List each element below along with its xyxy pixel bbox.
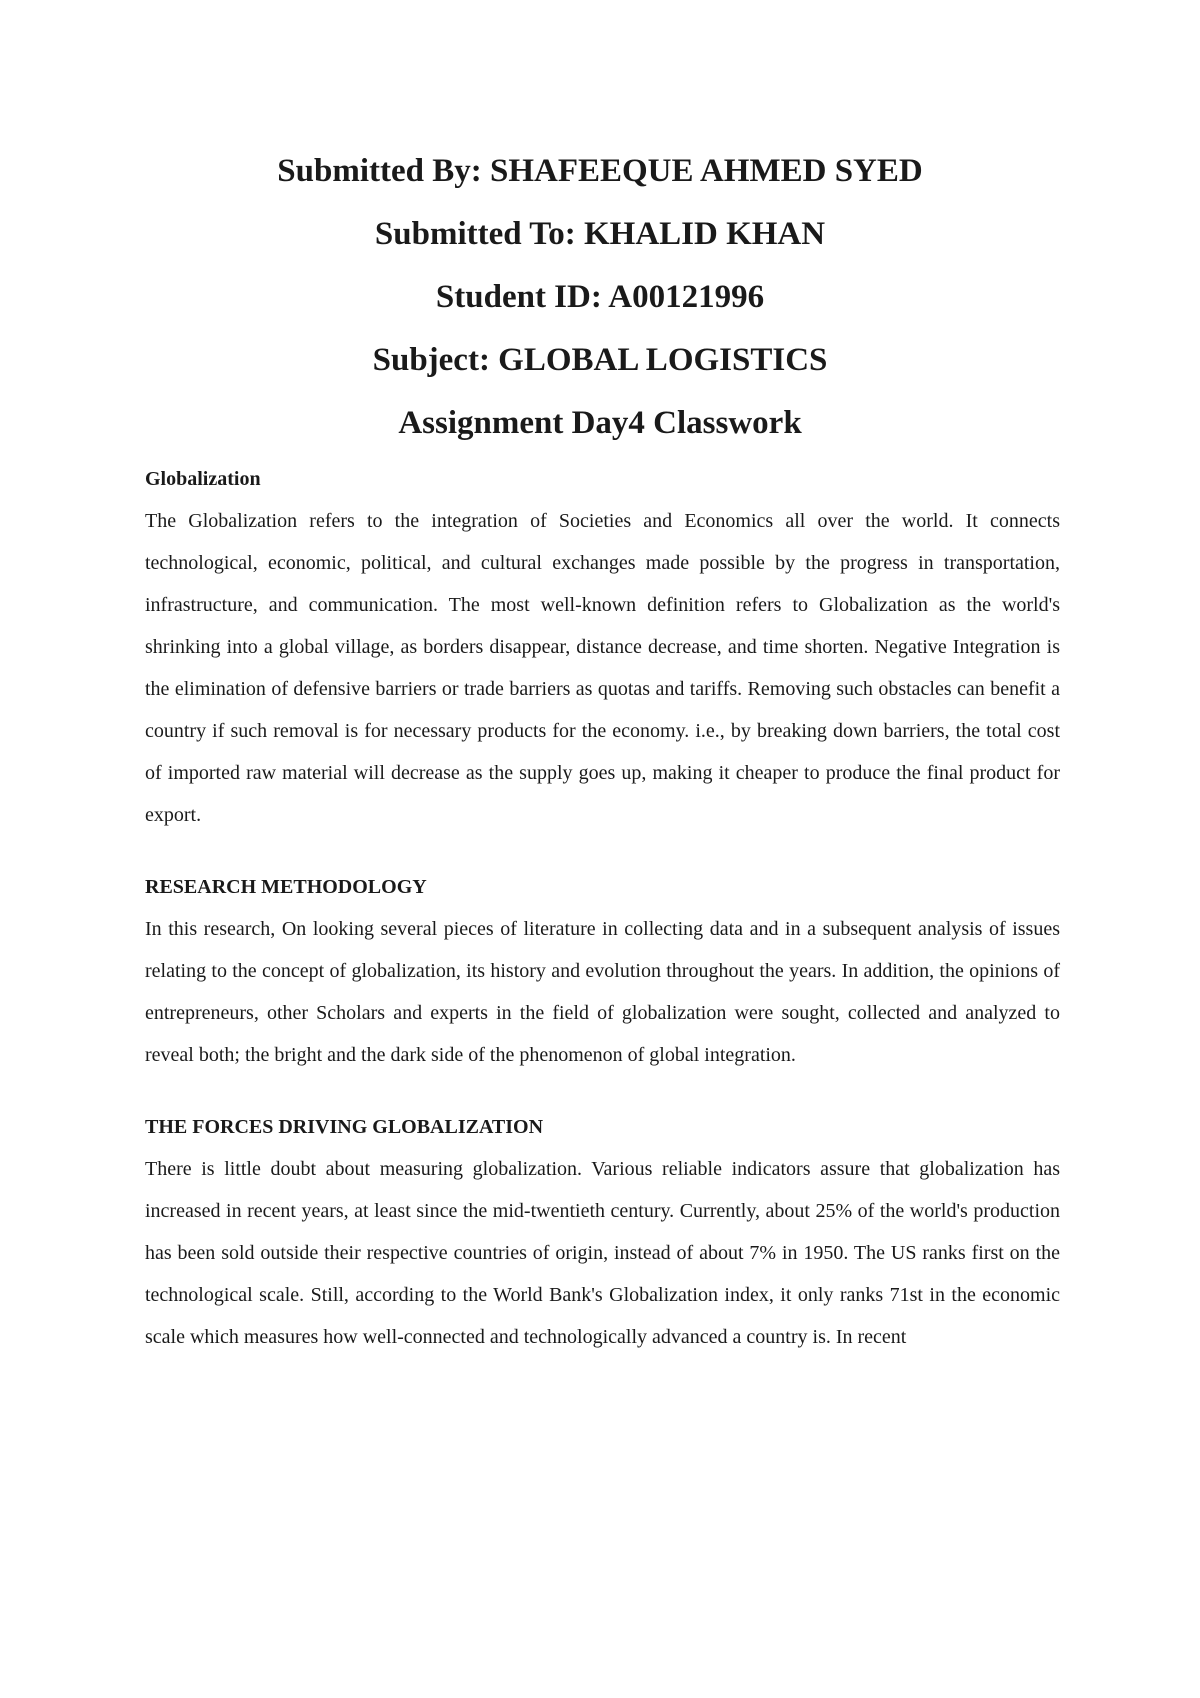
section-paragraph: There is little doubt about measuring globalization. Various reliable indicators assure that globalization has increased in recent years, at least since the mid-twentieth century. Currently, about 25% of the world's production has been sold outside their respective countries of origin, instead of about 7% in 1950. The US ranks first on the technological scale. Still, according to the World Bank's Globalization index, it only ranks 71st in the economic scale which measures how well-connected and technologically advanced a country is. In recent <box>145 1158 1060 1348</box>
section-globalization <box>145 458 1060 836</box>
student-id: Student ID: A00121996 <box>435 279 765 315</box>
assignment-title: Assignment Day4 Classwork <box>398 405 802 441</box>
section-paragraph: The Globalization refers to the integration of Societies and Economics all over the world. It connects technological, economic, political, and cultural exchanges made possible by the progress in transportation, infrastructure, and communication. The most well-known definition refers to Globalization as the world's shrinking into a global village, as borders disappear, distance decrease, and time shorten. Negative Integration is the elimination of defensive barriers or trade barriers as quotas and tariffs. Removing such obstacles can benefit a country if such removal is for necessary products for the economy. i.e., by breaking down barriers, the total cost of imported raw material will decrease as the supply goes up, making it cheaper to produce the final product for export. <box>145 510 1060 826</box>
section-heading: Globalization <box>145 468 261 490</box>
subject: Subject: GLOBAL LOGISTICS <box>372 342 828 378</box>
title-block <box>0 140 1200 455</box>
section-heading: RESEARCH METHODOLOGY <box>145 876 427 898</box>
section-forces-driving-globalization <box>145 1106 1060 1358</box>
section-research-methodology <box>145 866 1060 1076</box>
document-body <box>145 458 1060 1358</box>
submitted-by: Submitted By: SHAFEEQUE AHMED SYED <box>277 153 923 189</box>
section-spacer <box>145 1076 1060 1106</box>
submitted-to: Submitted To: KHALID KHAN <box>374 216 826 252</box>
section-paragraph: In this research, On looking several pieces of literature in collecting data and in a subsequent analysis of issues relating to the concept of globalization, its history and evolution throughout the years. In addition, the opinions of entrepreneurs, other Scholars and experts in the field of globalization were sought, collected and analyzed to reveal both; the bright and the dark side of the phenomenon of global integration. <box>145 918 1060 1066</box>
section-spacer <box>145 836 1060 866</box>
section-heading: THE FORCES DRIVING GLOBALIZATION <box>145 1116 544 1138</box>
